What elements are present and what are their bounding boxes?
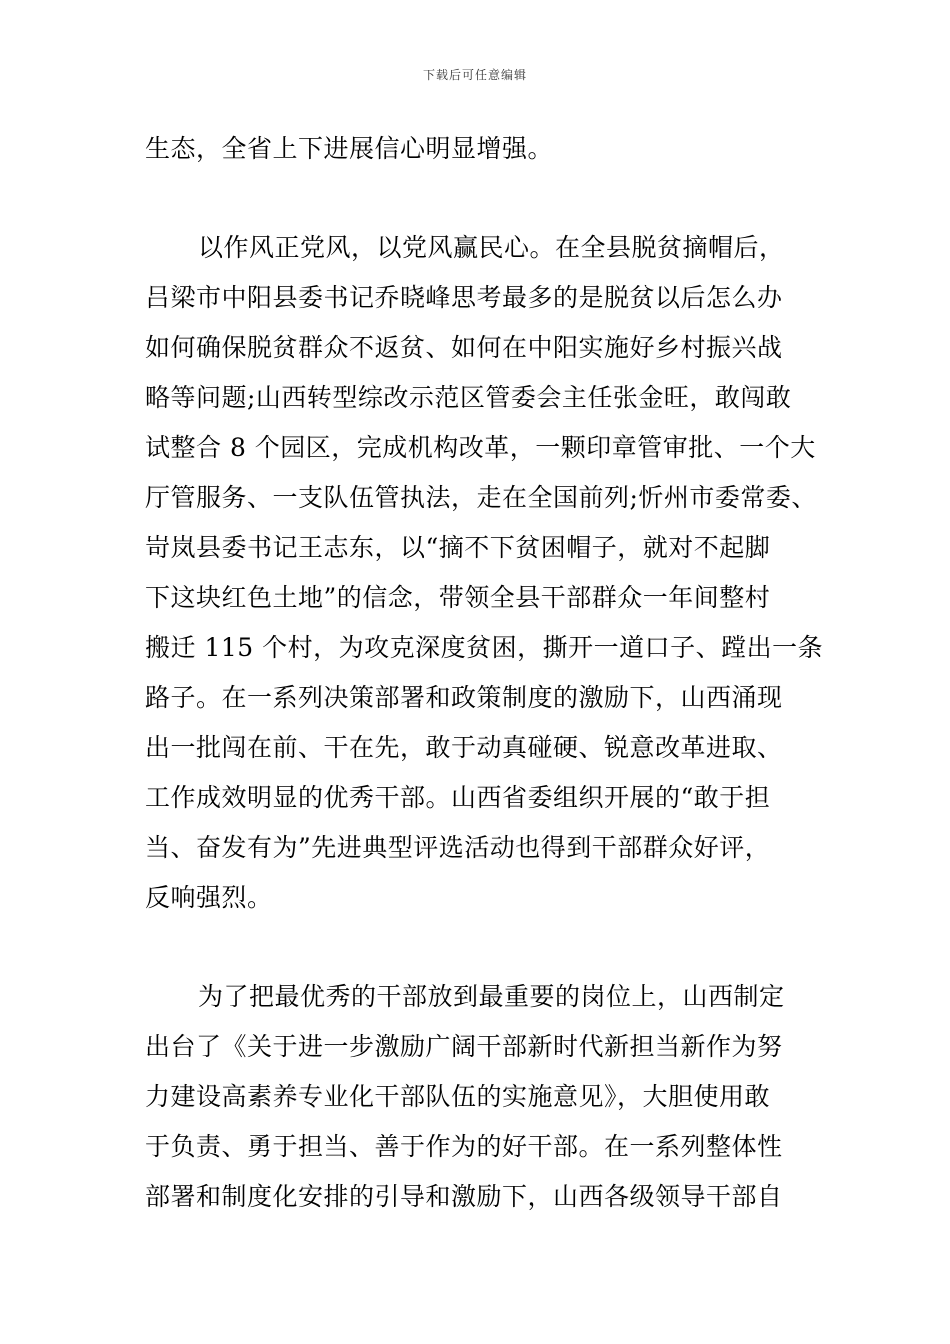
text-line: 工作成效明显的优秀干部。山西省委组织开展的“敢于担 xyxy=(145,783,771,812)
text-line: 力建设高素养专业化干部队伍的实施意见》，大胆使用敢 xyxy=(145,1082,771,1111)
text-line: 当、奋发有为”先进典型评选活动也得到干部群众好评， xyxy=(145,833,771,862)
text-line: 出台了《关于进一步激励广阔干部新时代新担当新作为努 xyxy=(145,1032,783,1061)
text-line: 岢岚县委书记王志东，以“摘不下贫困帽子，就对不起脚 xyxy=(145,533,771,562)
text-line: 试整合 8 个园区，完成机构改革，一颗印章管审批、一个大 xyxy=(145,433,816,462)
text-line: 为了把最优秀的干部放到最重要的岗位上，山西制定 xyxy=(198,982,785,1011)
header-note: 下载后可任意编辑 xyxy=(422,68,527,82)
text-line: 出一批闯在前、干在先，敢于动真碰硬、锐意改革进取、 xyxy=(145,733,783,762)
text-line: 生态，全省上下进展信心明显增强。 xyxy=(145,134,554,163)
text-line: 如何确保脱贫群众不返贫、如何在中阳实施好乡村振兴战 xyxy=(145,333,783,362)
text-line: 吕梁市中阳县委书记乔晓峰思考最多的是脱贫以后怎么办 xyxy=(145,283,783,312)
text-line: 以作风正党风，以党风赢民心。在全县脱贫摘帽后， xyxy=(198,233,785,262)
text-line: 下这块红色土地”的信念，带领全县干部群众一年间整村 xyxy=(145,583,771,612)
text-line: 部署和制度化安排的引导和激励下，山西各级领导干部自 xyxy=(145,1182,783,1211)
text-line: 厅管服务、一支队伍管执法，走在全国前列;忻州市委常委、 xyxy=(145,483,817,512)
text-line: 路子。在一系列决策部署和政策制度的激励下，山西涌现 xyxy=(145,683,783,712)
text-line: 于负责、勇于担当、善于作为的好干部。在一系列整体性 xyxy=(145,1132,783,1161)
text-line: 搬迁 115 个村，为攻克深度贫困，撕开一道口子、蹚出一条 xyxy=(145,633,824,662)
text-line: 略等问题;山西转型综改示范区管委会主任张金旺，敢闯敢 xyxy=(145,383,792,412)
text-line: 反响强烈。 xyxy=(145,883,273,912)
